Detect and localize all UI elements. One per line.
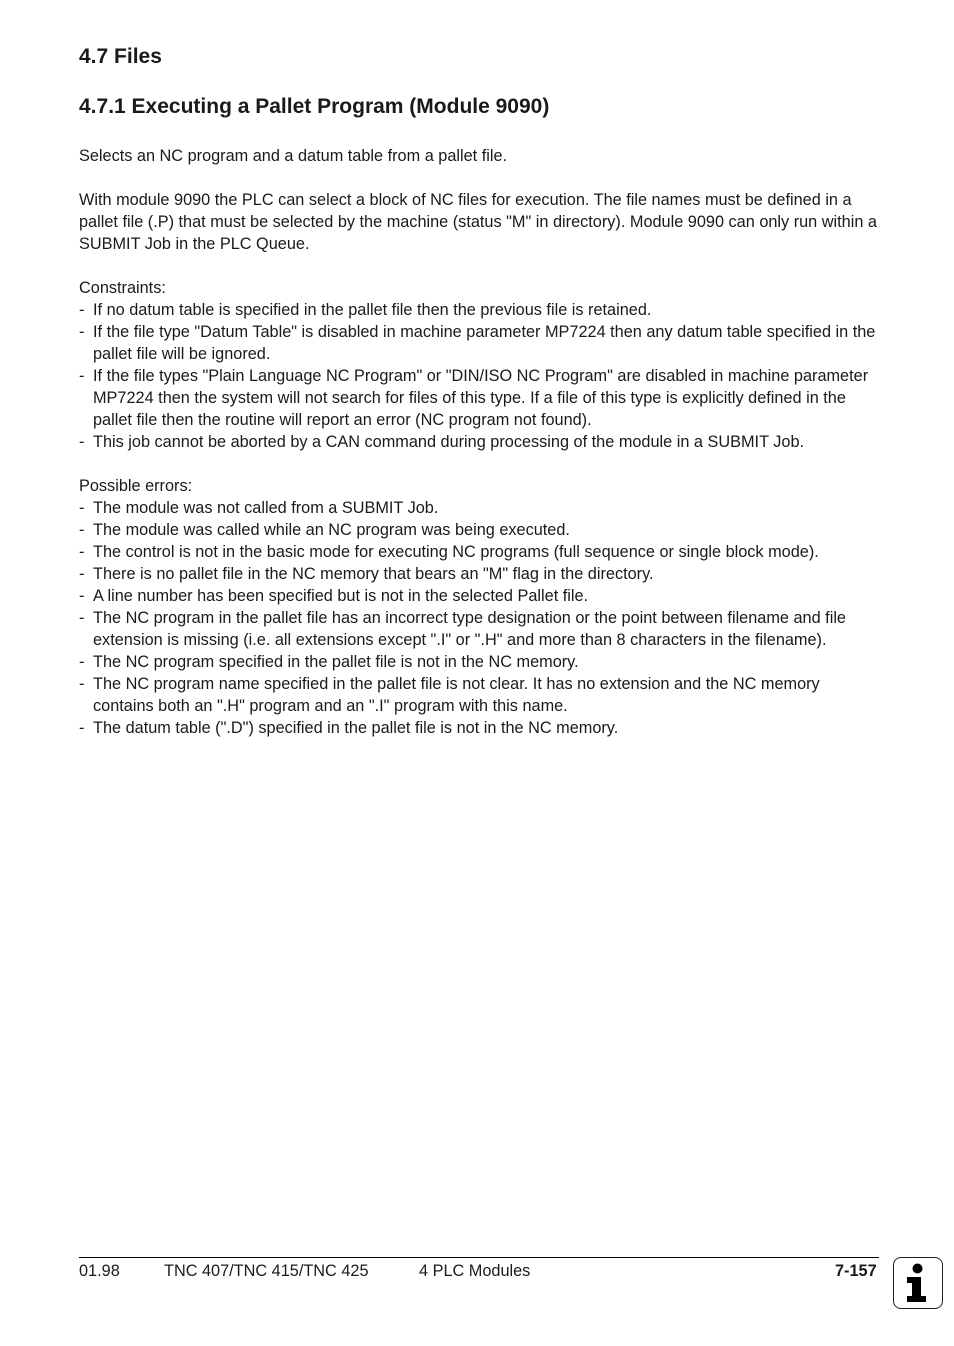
constraints-heading: Constraints: [79,279,166,297]
body-text [79,145,879,739]
list-item: - This job cannot be aborted by a CAN command during processing of the module in a SUBMIT Job. [79,433,805,451]
footer-date: 01.98 [79,1262,120,1280]
info-glyph [894,1258,941,1307]
list-item: - The module was not called from a SUBMIT Job. [79,499,439,517]
list-item: - The control is not in the basic mode for executing NC programs (full sequence or single block mode). [79,543,819,561]
list-item: - If the file types "Plain Language NC Program" or "DIN/ISO NC Program" are disabled in machine parameter MP7224 then the system will not search for files of this type. If a file of this type is explicitly defined in the pallet file then the routine will report an error (NC program not found). [79,367,869,429]
page-number: 7-157 [835,1262,877,1280]
section-title: 4.7 Files [79,45,162,68]
list-item: - A line number has been specified but is not in the selected Pallet file. [79,587,589,605]
list-item: - If no datum table is specified in the pallet file then the previous file is retained. [79,301,652,319]
list-item: - The datum table (".D") specified in the pallet file is not in the NC memory. [79,719,619,737]
list-item: - The NC program in the pallet file has an incorrect type designation or the point between filename and file extension is missing (i.e. all extensions except ".I" or ".H" and more than 8 characters in the filename). [79,609,846,649]
intro-paragraph: Selects an NC program and a datum table from a pallet file. [79,147,508,165]
subsection-title: 4.7.1 Executing a Pallet Program (Module 9090) [79,95,550,118]
errors-heading: Possible errors: [79,477,193,495]
constraints-list [79,299,879,453]
list-item: - If the file type "Datum Table" is disabled in machine parameter MP7224 then any datum table specified in the pallet file will be ignored. [79,323,876,363]
footer-chapter: 4 PLC Modules [419,1262,531,1280]
footer-divider [79,1257,879,1258]
list-item: - There is no pallet file in the NC memory that bears an "M" flag in the directory. [79,565,654,583]
list-item: - The NC program specified in the pallet file is not in the NC memory. [79,653,579,671]
info-icon [893,1257,943,1309]
description-paragraph: With module 9090 the PLC can select a block of NC files for execution. The file names must be defined in a pallet file (.P) that must be selected by the machine (status "M" in directory). Module 9090 can only run within a SUBMIT Job in the PLC Queue. [79,191,877,253]
list-item: - The module was called while an NC program was being executed. [79,521,570,539]
list-item: - The NC program name specified in the pallet file is not clear. It has no extension and the NC memory contains both an ".H" program and an ".I" program with this name. [79,675,820,715]
footer-model: TNC 407/TNC 415/TNC 425 [164,1262,369,1280]
errors-list [79,497,879,739]
